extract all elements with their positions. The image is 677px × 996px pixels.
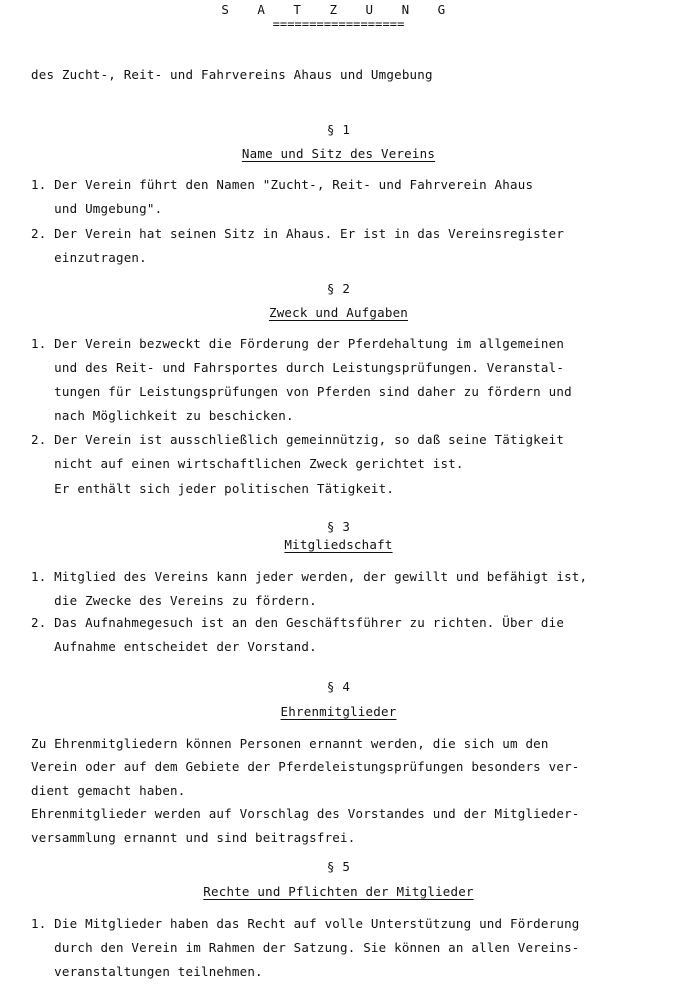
section-heading-2: Zweck und Aufgaben (268, 305, 409, 320)
section-2-line: 2. Der Verein ist ausschließlich gemeinnützig, so daß seine Tätigkeit (31, 432, 565, 447)
section-3-line: die Zwecke des Vereins zu fördern. (31, 593, 317, 608)
section-2-line: tungen für Leistungsprüfungen von Pferden sind daher zu fördern und (31, 384, 572, 399)
section-3-line: Aufnahme entscheidet der Vorstand. (31, 639, 317, 654)
document-title: S A T Z U N G (221, 2, 456, 17)
section-4-line: Ehrenmitglieder werden auf Vorschlag des Vorstandes und der Mitglieder- (31, 806, 580, 821)
section-number-1: § 1 (326, 122, 351, 137)
section-2-line: nicht auf einen wirtschaftlichen Zweck gerichtet ist. (31, 456, 464, 471)
section-4-line: versammlung ernannt und sind beitragsfrei. (31, 830, 356, 845)
section-number-2: § 2 (326, 281, 351, 296)
section-heading-4: Ehrenmitglieder (280, 704, 397, 719)
section-4-line: dient gemacht haben. (31, 783, 186, 798)
section-number-3: § 3 (326, 519, 351, 534)
title-rule: ================== (272, 17, 405, 31)
section-4-line: Zu Ehrenmitgliedern können Personen ernannt werden, die sich um den (31, 736, 549, 751)
section-number-4: § 4 (326, 679, 351, 694)
section-2-line: 1. Der Verein bezweckt die Förderung der Pferdehaltung im allgemeinen (31, 336, 565, 351)
section-number-5: § 5 (326, 859, 351, 874)
section-2-line: nach Möglichkeit zu beschicken. (31, 408, 294, 423)
section-5-line: 1. Die Mitglieder haben das Recht auf volle Unterstützung und Förderung (31, 916, 580, 931)
section-1-line: einzutragen. (31, 250, 147, 265)
document-subtitle: des Zucht-, Reit- und Fahrvereins Ahaus und Umgebung (31, 67, 433, 82)
section-4-line: Verein oder auf dem Gebiete der Pferdeleistungsprüfungen besonders ver- (31, 759, 580, 774)
section-heading-5: Rechte und Pflichten der Mitglieder (203, 884, 474, 899)
section-3-line: 1. Mitglied des Vereins kann jeder werden, der gewillt und befähigt ist, (31, 569, 588, 584)
section-1-line: 1. Der Verein führt den Namen "Zucht-, Reit- und Fahrverein Ahaus (31, 177, 534, 192)
section-2-line: Er enthält sich jeder politischen Tätigkeit. (31, 481, 395, 496)
section-1-line: 2. Der Verein hat seinen Sitz in Ahaus. Er ist in das Vereinsregister (31, 226, 565, 241)
section-heading-1: Name und Sitz des Vereins (241, 146, 436, 161)
section-1-line: und Umgebung". (31, 201, 163, 216)
section-3-line: 2. Das Aufnahmegesuch ist an den Geschäftsführer zu richten. Über die (31, 615, 565, 630)
section-heading-3: Mitgliedschaft (284, 537, 393, 552)
section-5-line: durch den Verein im Rahmen der Satzung. Sie können an allen Vereins- (31, 940, 580, 955)
section-5-line: veranstaltungen teilnehmen. (31, 964, 263, 979)
section-2-line: und des Reit- und Fahrsportes durch Leistungsprüfungen. Veranstal- (31, 360, 565, 375)
